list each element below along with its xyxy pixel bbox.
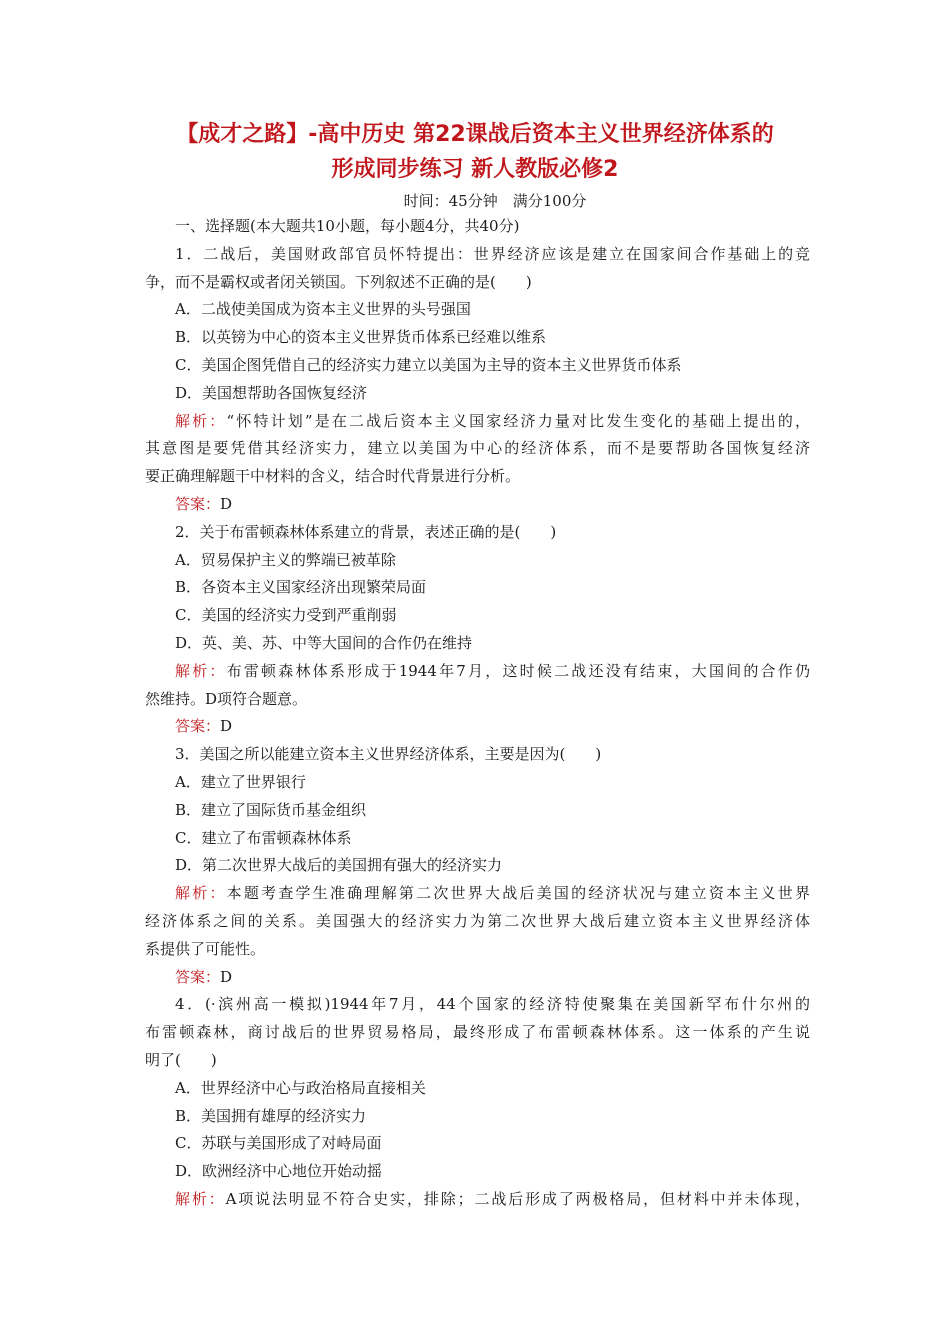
q3-analysis-line1 [145, 880, 810, 908]
q2-option-d: D．英、美、苏、中等大国间的合作仍在维持 [175, 633, 473, 652]
q3-option-b: B．建立了国际货币基金组织 [175, 800, 367, 819]
q2-option-b: B．各资本主义国家经济出现繁荣局面 [175, 578, 427, 597]
q1-analysis-text1: “怀特计划”是在二战后资本主义国家经济力量对比发生变化的基础上提出的， [226, 411, 810, 430]
q3-stem-line1: 3．美国之所以能建立资本主义世界经济体系，主要是因为( ) [175, 745, 602, 764]
q3-analysis-text1: 本题考查学生准确理解第二次世界大战后美国的经济状况与建立资本主义世界 [226, 884, 810, 903]
q4-option-d: D．欧洲经济中心地位开始动摇 [175, 1162, 383, 1181]
answer-label: 答案： [175, 717, 221, 736]
q1-option-d: D．美国想帮助各国恢复经济 [175, 383, 368, 402]
analysis-label: 解析： [175, 411, 227, 430]
q1-option-b: B．以英镑为中心的资本主义世界货币体系已经难以维系 [175, 328, 547, 347]
q2-analysis-text1: 布雷顿森林体系形成于1944年7月，这时候二战还没有结束，大国间的合作仍 [226, 661, 810, 680]
q2-analysis-line1 [145, 658, 810, 686]
q2-stem-line1: 2．关于布雷顿森林体系建立的背景，表述正确的是( ) [175, 522, 557, 541]
q4-option-a: A．世界经济中心与政治格局直接相关 [175, 1078, 426, 1097]
q1-stem-line2: 争，而不是霸权或者闭关锁国。下列叙述不正确的是( ) [145, 272, 532, 291]
q1-answer-value: D [220, 494, 233, 513]
q4-stem-line3: 明了( ) [145, 1050, 217, 1069]
document-title-line1: 【成才之路】-高中历史 第22课战后资本主义世界经济体系的 [176, 122, 774, 147]
q3-analysis-line3: 系提供了可能性。 [145, 939, 266, 958]
document-title-line2: 形成同步练习 新人教版必修2 [331, 157, 619, 182]
q3-analysis-line2: 经济体系之间的关系。美国强大的经济实力为第二次世界大战后建立资本主义世界经济体 [145, 911, 810, 930]
q1-answer [145, 491, 810, 519]
q1-option-c: C．美国企图凭借自己的经济实力建立以美国为主导的资本主义世界货币体系 [175, 355, 682, 374]
q1-analysis-line1 [145, 408, 810, 436]
section-heading: 一、选择题(本大题共10小题，每小题4分，共40分) [175, 217, 520, 235]
q4-stem-line1: 4．(·滨州高一模拟)1944年7月，44个国家的经济特使聚集在美国新罕布什尔州的 [175, 995, 810, 1014]
q4-analysis-text1: A项说法明显不符合史实，排除；二战后形成了两极格局，但材料中并未体现， [225, 1189, 810, 1208]
analysis-label: 解析： [175, 884, 227, 903]
q3-answer [145, 964, 810, 992]
q1-analysis-line2: 其意图是要凭借其经济实力，建立以美国为中心的经济体系，而不是要帮助各国恢复经济 [145, 439, 810, 458]
q2-answer-value: D [220, 717, 233, 736]
q4-option-c: C．苏联与美国形成了对峙局面 [175, 1134, 382, 1153]
q1-stem-line1: 1．二战后，美国财政部官员怀特提出：世界经济应该是建立在国家间合作基础上的竞 [175, 244, 810, 263]
q1-analysis-line3: 要正确理解题干中材料的含义，结合时代背景进行分析。 [145, 467, 521, 486]
q4-analysis-line1 [145, 1186, 810, 1214]
answer-label: 答案： [175, 494, 221, 513]
q1-option-a: A．二战使美国成为资本主义世界的头号强国 [175, 300, 471, 319]
exam-meta: 时间：45分钟 满分100分 [403, 192, 587, 210]
q2-option-c: C．美国的经济实力受到严重削弱 [175, 606, 397, 625]
q3-answer-value: D [220, 967, 233, 986]
q4-stem-line2: 布雷顿森林，商讨战后的世界贸易格局，最终形成了布雷顿森林体系。这一体系的产生说 [145, 1023, 810, 1042]
answer-label: 答案： [175, 967, 221, 986]
q2-option-a: A．贸易保护主义的弊端已被革除 [175, 550, 396, 569]
q3-option-d: D．第二次世界大战后的美国拥有强大的经济实力 [175, 856, 503, 875]
q2-analysis-line2: 然维持。D项符合题意。 [145, 689, 308, 708]
q2-answer [145, 713, 810, 741]
analysis-label: 解析： [175, 661, 227, 680]
document-body [145, 213, 810, 1214]
q4-option-b: B．美国拥有雄厚的经济实力 [175, 1106, 367, 1125]
analysis-label: 解析： [175, 1189, 226, 1208]
q3-option-c: C．建立了布雷顿森林体系 [175, 828, 352, 847]
q3-option-a: A．建立了世界银行 [175, 772, 306, 791]
